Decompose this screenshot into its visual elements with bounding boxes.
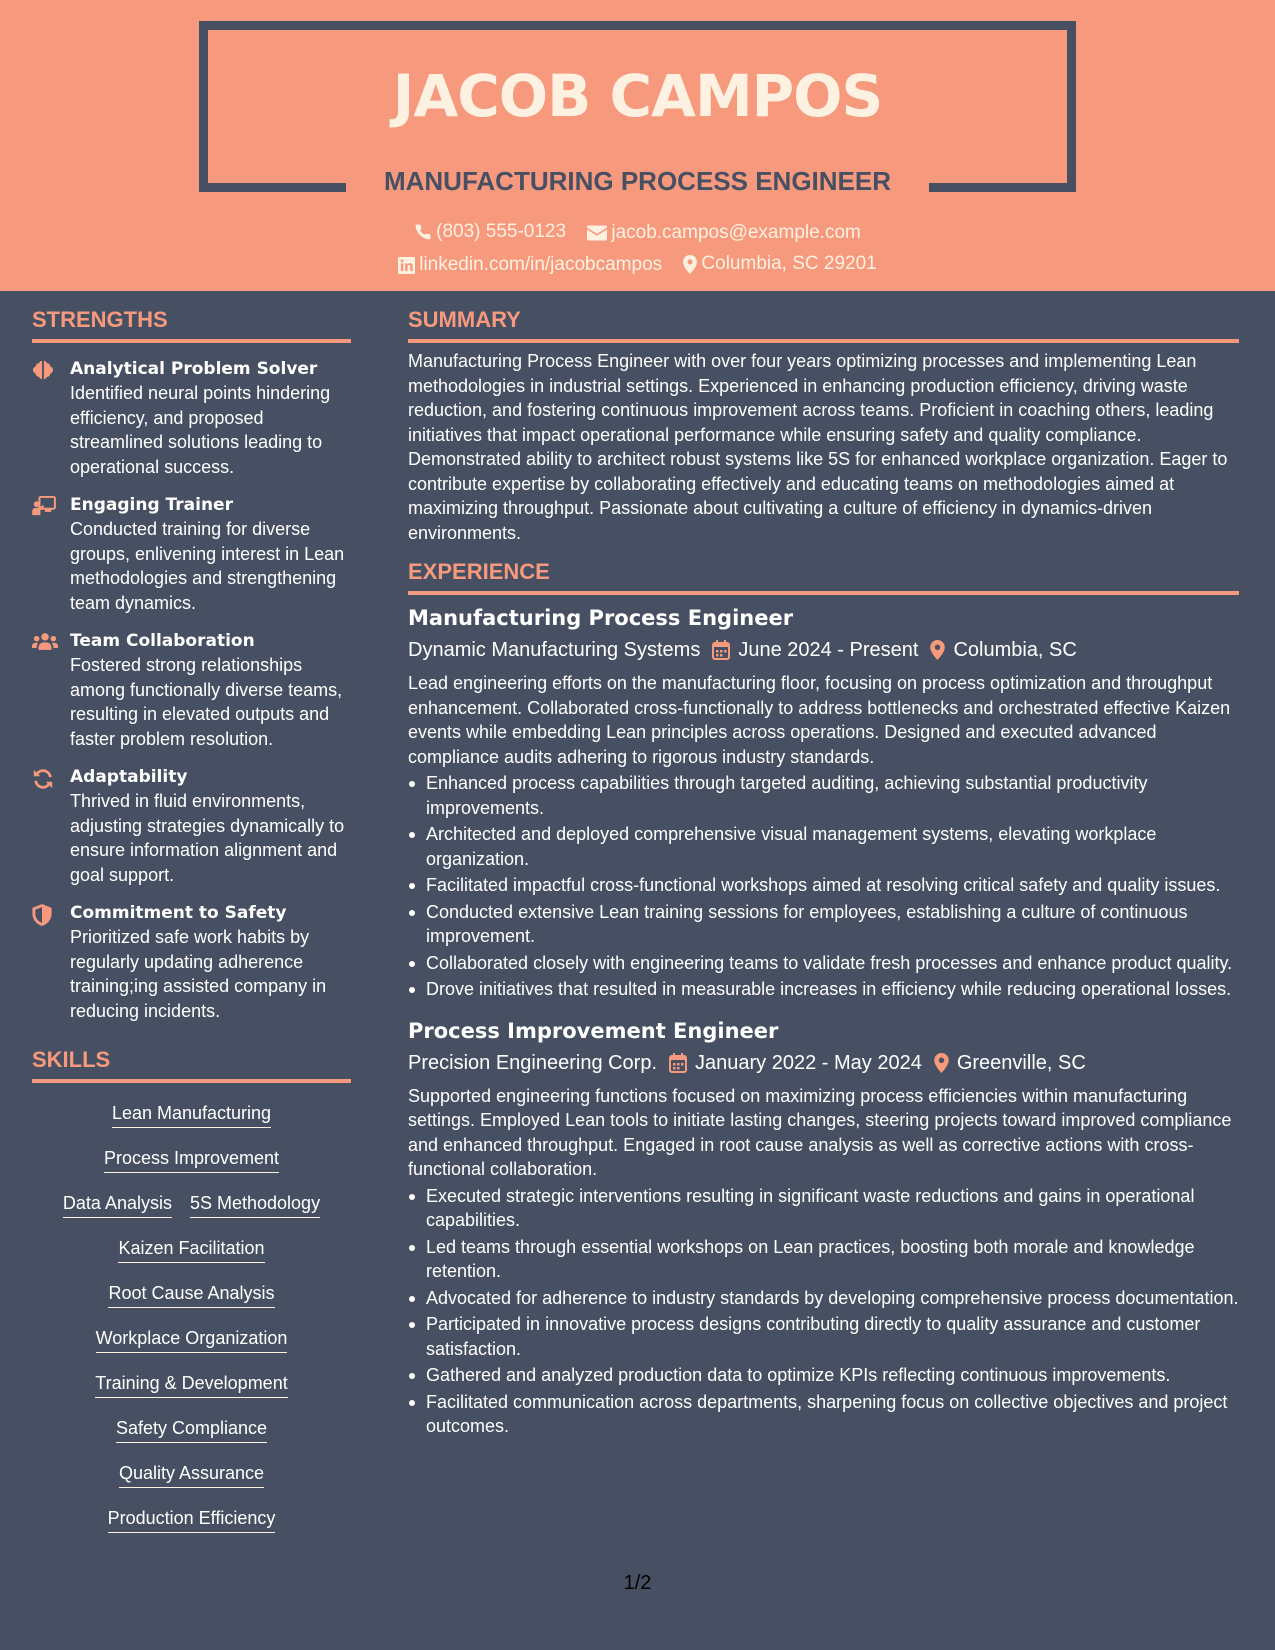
strength-item <box>32 901 351 1023</box>
contact-row-1 <box>0 221 1275 247</box>
job-description: Lead engineering efforts on the manufacturing floor, focusing on process optimization and throughput enhancement. Collaborated cross-functionally to address bottlenecks and orchestrated effective Kaizen events while embedding Lean principles across operations. Designed and executed advanced compliance audits adhering to rigorous industry standards. <box>408 673 1231 767</box>
calendar-icon <box>669 1053 687 1073</box>
sync-icon <box>32 768 54 790</box>
contact-row-2 <box>0 253 1275 280</box>
strength-item <box>32 629 351 751</box>
linkedin-contact[interactable] <box>398 254 662 276</box>
strength-title: Commitment to Safety <box>70 903 287 923</box>
list-item: Enhanced process capabilities through targeted auditing, achieving substantial productivity improvements. <box>408 771 1239 820</box>
list-item: Executed strategic interventions resulting in significant waste reductions and gains in operational capabilities. <box>408 1184 1239 1233</box>
job-bullets <box>408 1184 1239 1439</box>
map-pin-icon <box>930 640 945 660</box>
list-item: Architected and deployed comprehensive visual management systems, elevating workplace organization. <box>408 822 1239 871</box>
skill-tag: Data Analysis <box>63 1193 172 1218</box>
strength-title: Team Collaboration <box>70 631 255 651</box>
job-dates: June 2024 - Present <box>738 639 919 661</box>
job-dates: January 2022 - May 2024 <box>695 1051 922 1074</box>
map-pin-icon <box>934 1053 949 1073</box>
skill-tag: Training & Development <box>95 1373 287 1398</box>
job-location: Greenville, SC <box>956 1051 1086 1074</box>
skills-heading: SKILLS <box>32 1047 351 1083</box>
phone-contact[interactable] <box>414 221 566 243</box>
calendar-icon <box>712 640 730 660</box>
envelope-icon <box>587 225 607 241</box>
job-entry <box>408 1016 1239 1439</box>
strength-title: Analytical Problem Solver <box>70 359 318 379</box>
strength-description: Thrived in fluid environments, adjusting strategies dynamically to ensure information alignment and goal support. <box>70 791 345 885</box>
strength-item <box>32 357 351 479</box>
list-item: Advocated for adherence to industry standards by developing comprehensive process documentation. <box>408 1286 1239 1311</box>
summary-heading: SUMMARY <box>408 307 1239 343</box>
skill-tag: Safety Compliance <box>116 1418 267 1443</box>
list-item: Facilitated impactful cross-functional workshops aimed at resolving critical safety and quality issues. <box>408 873 1239 898</box>
skill-tag: Kaizen Facilitation <box>118 1238 264 1263</box>
skill-tag: Process Improvement <box>104 1148 279 1173</box>
list-item: Led teams through essential workshops on Lean practices, boosting both morale and knowledge retention. <box>408 1235 1239 1284</box>
email-text: jacob.campos@example.com <box>611 222 861 243</box>
linkedin-icon <box>398 257 415 274</box>
job-location: Columbia, SC <box>953 639 1077 661</box>
experience-heading: EXPERIENCE <box>408 559 1239 595</box>
list-item: Facilitated communication across departments, sharpening focus on collective objectives and project outcomes. <box>408 1390 1239 1439</box>
job-entry <box>408 603 1239 1002</box>
skill-tag: Lean Manufacturing <box>112 1103 271 1128</box>
linkedin-text: linkedin.com/in/jacobcampos <box>419 254 663 275</box>
candidate-title: MANUFACTURING PROCESS ENGINEER <box>383 166 892 196</box>
email-contact[interactable] <box>587 222 861 244</box>
strength-title: Adaptability <box>70 767 188 787</box>
list-item: Gathered and analyzed production data to optimize KPIs reflecting continuous improvements. <box>408 1363 1239 1388</box>
location-text: Columbia, SC 29201 <box>701 253 877 274</box>
job-meta <box>408 635 1239 665</box>
chalkboard-teacher-icon <box>32 496 56 516</box>
right-column <box>408 291 1239 1441</box>
phone-icon <box>414 223 432 241</box>
candidate-name: JACOB CAMPOS <box>392 62 883 130</box>
left-column <box>32 291 351 1543</box>
skill-tag: Quality Assurance <box>119 1463 264 1488</box>
strength-description: Conducted training for diverse groups, enlivening interest in Lean methodologies and strengthening team dynamics. <box>70 519 345 613</box>
summary-text: Manufacturing Process Engineer with over four years optimizing processes and implementing Lean methodologies in industrial settings. Experienced in enhancing production efficiency, driving waste reduction, and fostering continuous improvement across teams. Proficient in coaching others, leading initiatives that impact operational performance while ensuring safety and quality compliance. Demonstrated ability to architect robust systems like 5S for enhanced workplace organization. Eager to contribute expertise by collaborating effectively and educating teams on methodologies aimed at maximizing throughput. Passionate about cultivating a culture of efficiency in dynamics-driven environments. <box>408 351 1228 543</box>
job-description: Supported engineering functions focused on maximizing process efficiencies within manufacturing settings. Employed Lean tools to initiate lasting changes, steering projects toward improved compliance and enhanced throughput. Engaged in root cause analysis as well as corrective actions with cross-functional collaboration. <box>408 1085 1232 1179</box>
list-item: Collaborated closely with engineering teams to validate fresh processes and enhance product quality. <box>408 951 1239 976</box>
skill-tag: 5S Methodology <box>190 1193 320 1218</box>
skill-tag: Production Efficiency <box>108 1508 276 1533</box>
frame-top-border <box>199 21 1076 30</box>
shield-icon <box>32 904 52 926</box>
location-contact <box>683 253 876 275</box>
job-title: Manufacturing Process Engineer <box>408 606 794 630</box>
skill-tag: Root Cause Analysis <box>108 1283 274 1308</box>
strength-description: Prioritized safe work habits by regularly updating adherence training;ing assisted company in reducing incidents. <box>70 927 327 1021</box>
job-bullets <box>408 771 1239 1002</box>
list-item: Drove initiatives that resulted in measurable increases in efficiency while reducing operational losses. <box>408 977 1239 1002</box>
list-item: Participated in innovative process designs contributing directly to quality assurance and customer satisfaction. <box>408 1312 1239 1361</box>
company-name: Dynamic Manufacturing Systems <box>408 639 701 661</box>
page-number: 1/2 <box>623 1572 652 1594</box>
users-icon <box>32 632 58 650</box>
phone-text: (803) 555-0123 <box>436 221 567 242</box>
skills-list <box>32 1093 351 1543</box>
strength-title: Engaging Trainer <box>70 495 233 515</box>
skill-tag: Workplace Organization <box>96 1328 288 1353</box>
strength-description: Identified neural points hindering efficiency, and proposed streamlined solutions leading to operational success. <box>70 383 331 477</box>
map-pin-icon <box>683 255 697 274</box>
strengths-heading: STRENGTHS <box>32 307 351 343</box>
strength-item <box>32 493 351 615</box>
header-banner <box>0 0 1275 291</box>
strength-description: Fostered strong relationships among functionally diverse teams, resulting in elevated outputs and faster problem resolution. <box>70 655 343 749</box>
strength-item <box>32 765 351 887</box>
brain-icon <box>32 360 54 380</box>
company-name: Precision Engineering Corp. <box>408 1051 658 1074</box>
job-meta <box>408 1048 1239 1078</box>
list-item: Conducted extensive Lean training sessions for employees, establishing a culture of continuous improvement. <box>408 900 1239 949</box>
job-title: Process Improvement Engineer <box>408 1018 779 1043</box>
